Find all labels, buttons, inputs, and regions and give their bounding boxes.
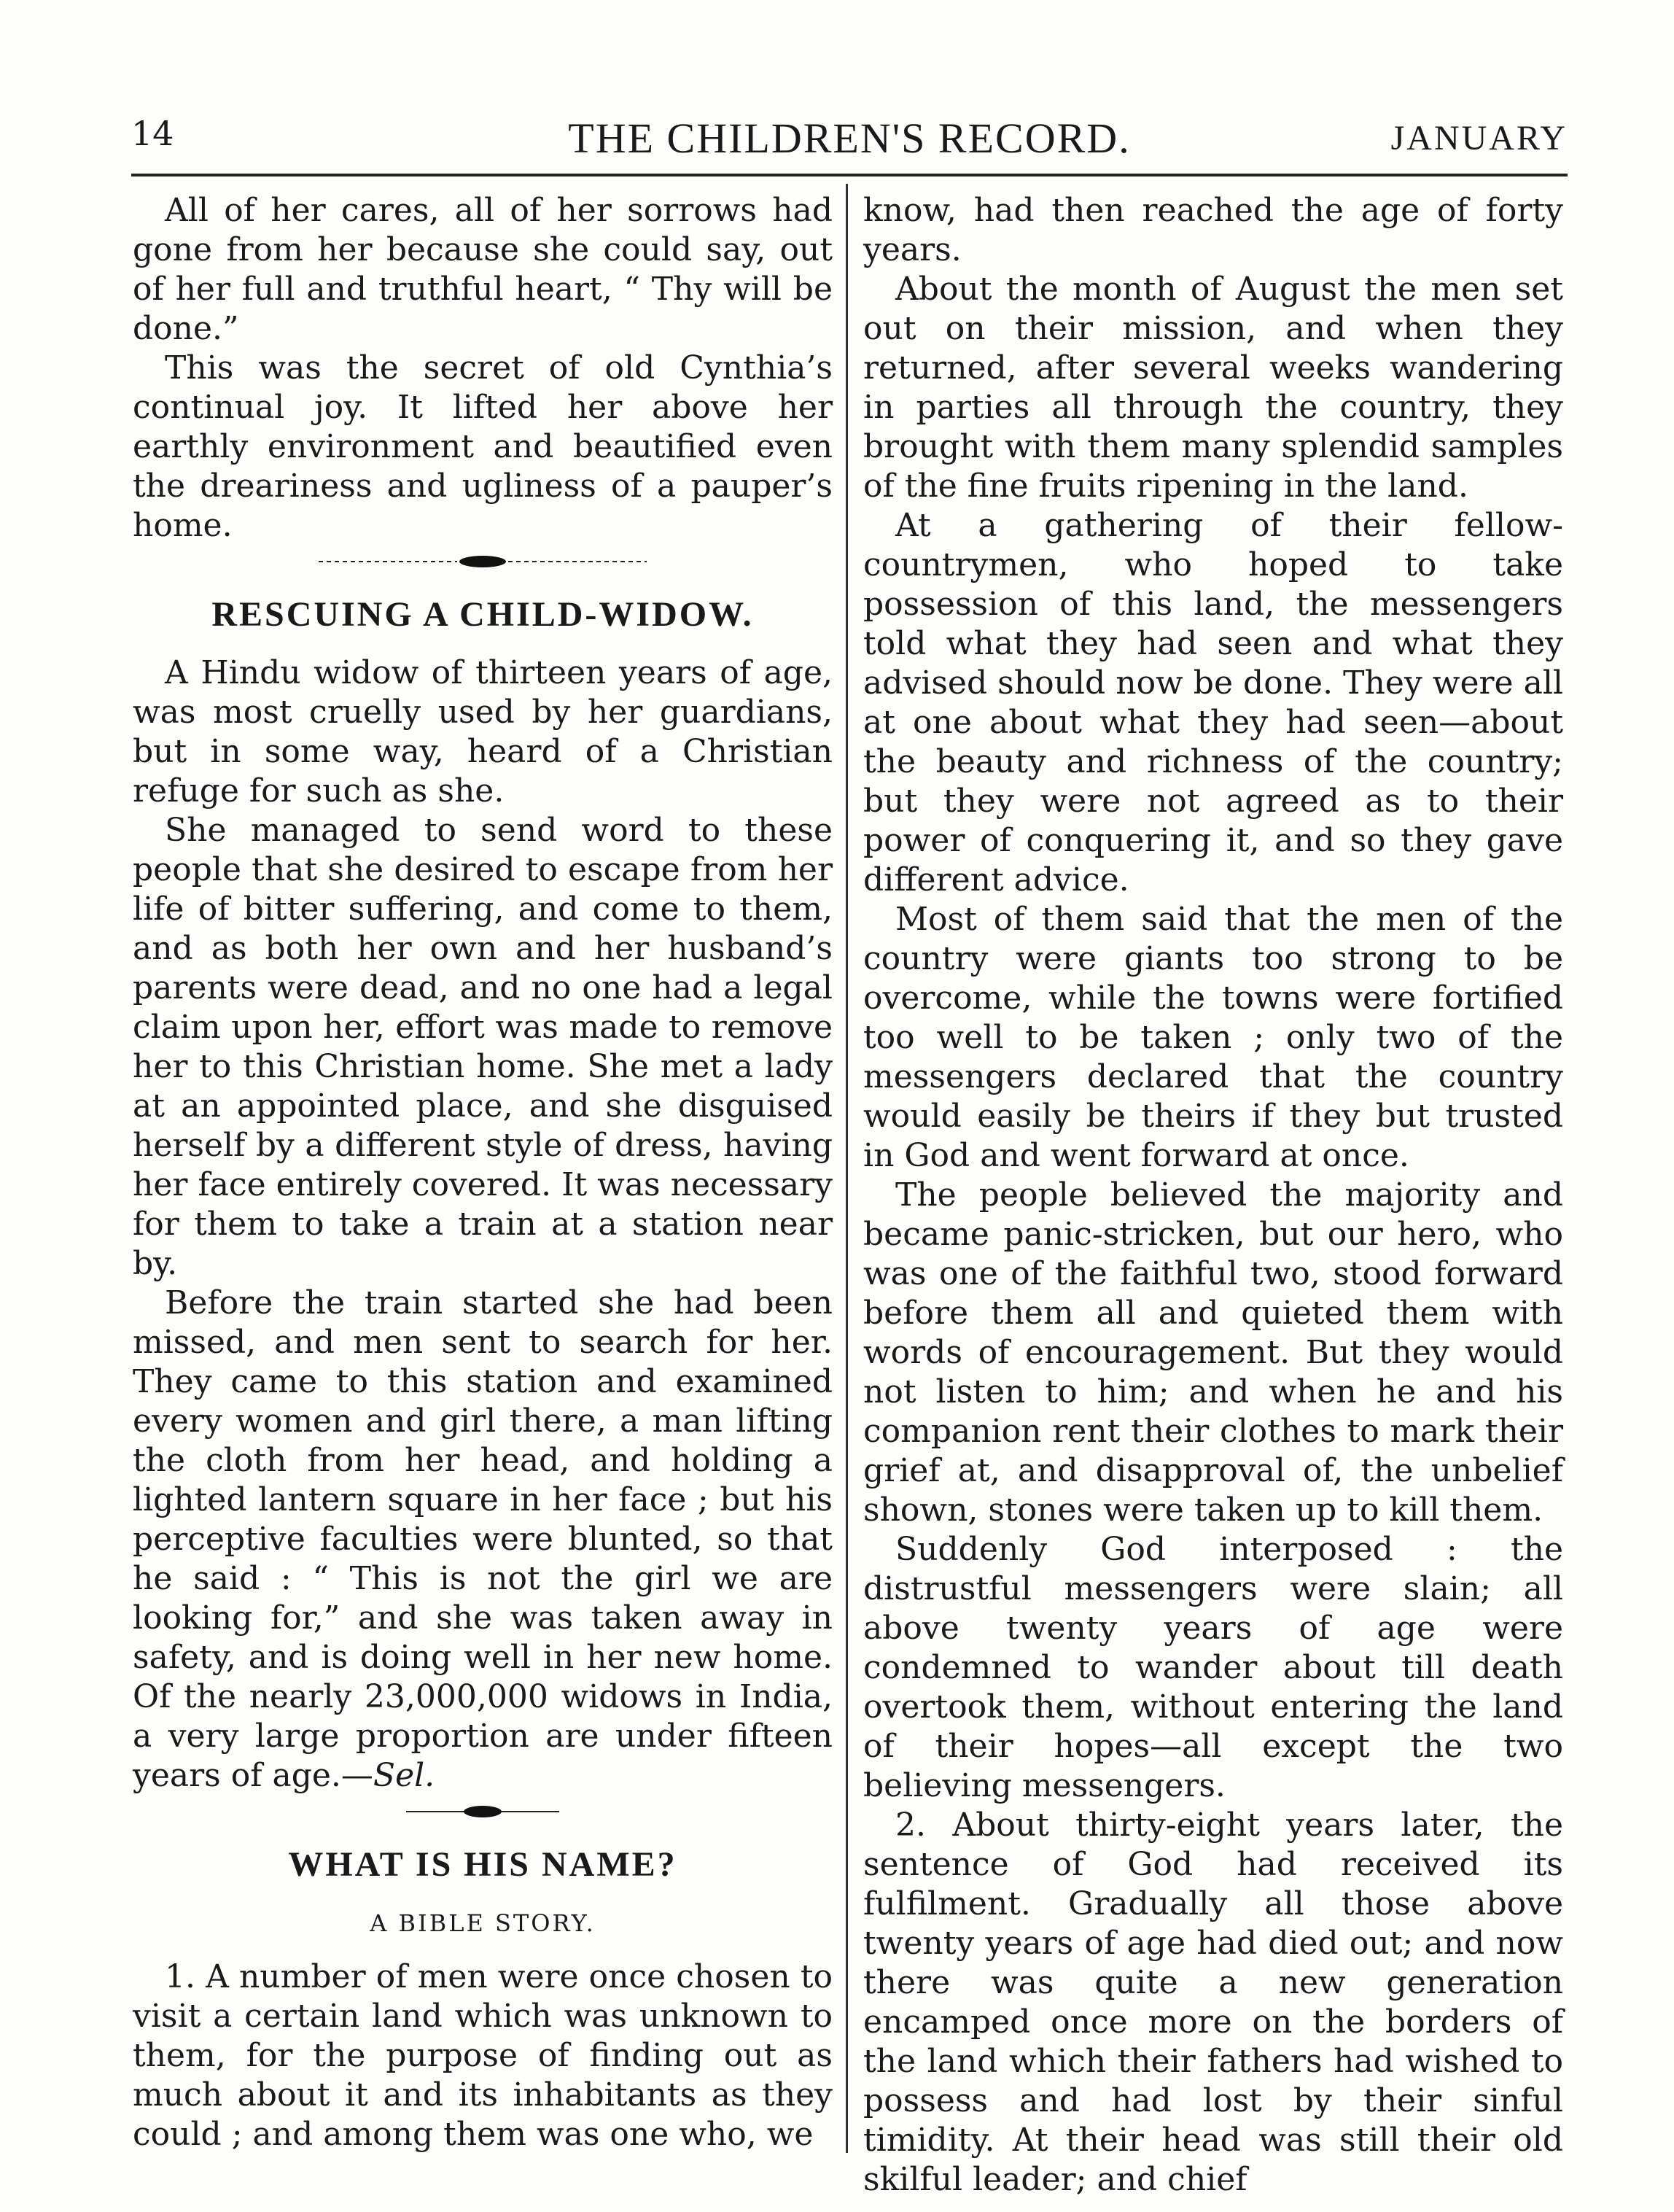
header-rule xyxy=(131,174,1568,176)
continued-paragraph: know, had then reached the age of forty years. xyxy=(863,192,1563,268)
article-paragraph xyxy=(133,1284,833,1796)
issue-month: JANUARY xyxy=(1390,119,1568,158)
article-paragraph: She managed to send word to these people that she desired to escape from her life of bitter suffering, and come to them, and as both her own and her husband’s parents were dead, and no one had a legal claim upon her, effort was made to remove her to this Christian home. She met a lady at an appointed place, and she disguised herself by a different style of dress, having her face entirely covered. It was necessary for them to take a train at a station near by. xyxy=(133,812,833,1282)
article-title-rescuing: RESCUING A CHILD-WIDOW. xyxy=(211,595,754,634)
page-number: 14 xyxy=(131,114,174,153)
source-signature: Sel. xyxy=(373,1757,435,1794)
column-divider xyxy=(846,184,848,2153)
article-paragraph: 1. A number of men were once chosen to visit a certain land which was unknown to them, for the purpose of finding out as much about it and its inhabitants as they could ; and among them was one who, we xyxy=(133,1958,833,2153)
article-paragraph: Suddenly God interposed : the distrustful messengers were slain; all above twenty years of age were condemned to wander about till death overtook them, without entering the land of their hopes—all except the two believing messengers. xyxy=(863,1531,1563,1804)
article-paragraph: At a gathering of their fellow-countrymen, who hoped to take possession of this land, the messengers told what they had seen and what they advised should now be done. They were all at one about what they had seen—about the beauty and richness of the country; but they were not agreed as to their power of conquering it, and so they gave different advice. xyxy=(863,507,1563,899)
intro-paragraph: All of her cares, all of her sorrows had gone from her because she could say, out of her full and truthful heart, “ Thy will be done.” xyxy=(133,192,833,347)
page-header xyxy=(131,108,1568,166)
article-paragraph: The people believed the majority and became panic-stricken, but our hero, who was one of the faithful two, stood forward before them all and quieted them with words of encouragement. But they would not listen to him; and when he and his companion rent their clothes to mark their grief at, and disapproval of, the unbelief shown, stones were taken up to kill them. xyxy=(863,1176,1563,1529)
ornament-divider xyxy=(311,553,654,570)
right-column xyxy=(863,191,1563,2200)
journal-title: THE CHILDREN'S RECORD. xyxy=(568,115,1131,162)
ornament-divider xyxy=(399,1803,567,1820)
article-title-what-is-his-name: WHAT IS HIS NAME? xyxy=(288,1845,677,1884)
article-paragraph: Most of them said that the men of the country were giants too strong to be overcome, while the towns were fortified too well to be taken ; only two of the messengers declared that the country would easily be theirs if they but trusted in God and went forward at once. xyxy=(863,901,1563,1174)
left-column xyxy=(133,191,833,2154)
article-subtitle: A BIBLE STORY. xyxy=(370,1909,596,1937)
article-paragraph: A Hindu widow of thirteen years of age, was most cruelly used by her guardians, but in some way, heard of a Christian refuge for such as she. xyxy=(133,654,833,810)
intro-paragraph: This was the secret of old Cynthia’s continual joy. It lifted her above her earthly environment and beautified even the dreariness and ugliness of a pauper’s home. xyxy=(133,349,833,544)
article-paragraph: About the month of August the men set out on their mission, and when they returned, after several weeks wandering in parties all through the country, they brought with them many splendid samples of the fine fruits ripening in the land. xyxy=(863,271,1563,505)
article-paragraph: 2. About thirty-eight years later, the sentence of God had received its fulfilment. Gradually all those above twenty years of age had died out; and now there was quite a new generation encamped once more on the borders of the land which their fathers had wished to possess and had lost by their sinful timidity. At their head was still their old skilful leader; and chief xyxy=(863,1807,1563,2198)
article-paragraph-text: Before the train started she had been missed, and men sent to search for her. They came to this station and examined every women and girl there, a man lifting the cloth from her head, and holding a lighted lantern square in her face ; but his perceptive faculties were blunted, so that he said : “ This is not the girl we are looking for,” and she was taken away in safety, and is doing well in her new home. Of the nearly 23,000,000 widows in India, a very large proportion are under fifteen years of age.— xyxy=(133,1284,833,1794)
